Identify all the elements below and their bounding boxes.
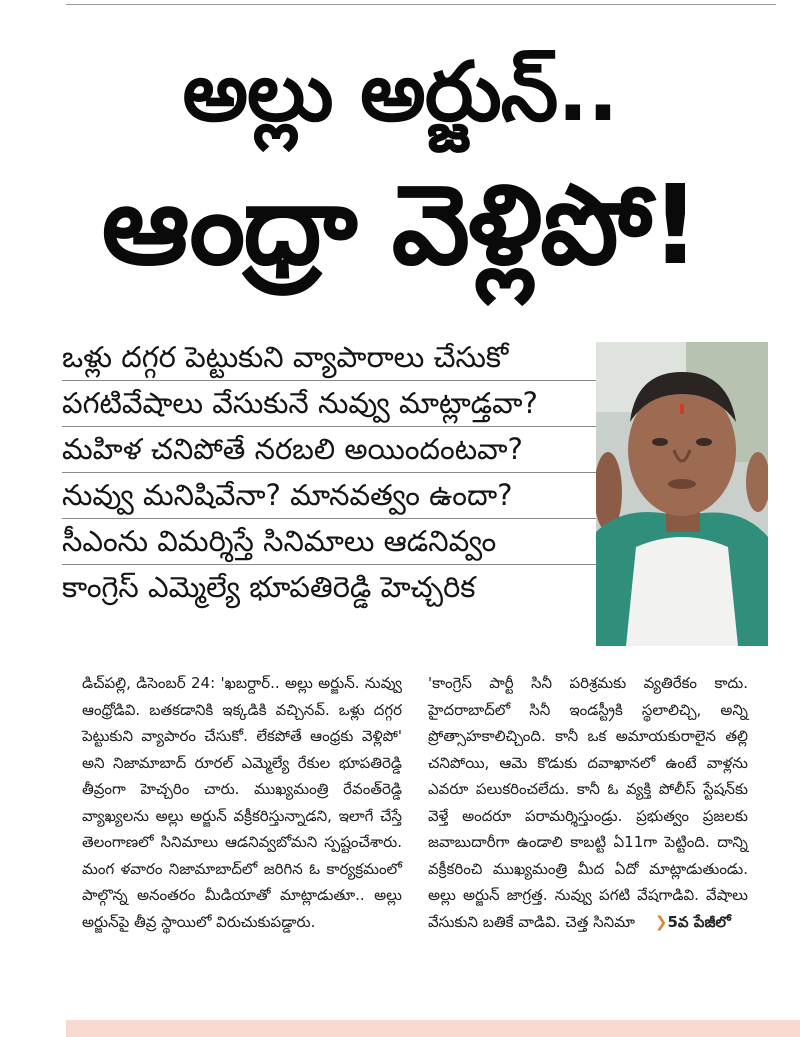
subheading: సీఎంను విమర్శిస్తే సినిమాలు ఆడనివ్వం [62, 519, 597, 565]
subheading: కాంగ్రెస్ ఎమ్మెల్యే భూపతిరెడ్డి హెచ్చరిక [62, 570, 476, 604]
article-column-left [82, 670, 402, 935]
article-column-right [428, 670, 748, 935]
subheading: మహిళ చనిపోతే నరబలి అయిందంటవా? [62, 427, 597, 473]
subheading: పగటివేషాలు వేసుకునే నువ్వు మాట్లాడ్తవా? [62, 381, 597, 427]
article-text: 'కాంగ్రెస్ పార్టీ సినీ పరిశ్రమకు వ్యతిరేకం కాదు. హైదరాబాద్‌లో సినీ ఇండస్ట్రీకి స్థలాలిచ్చి, అన్ని ప్రోత్సాహకాలిచ్చింది. కానీ ఒక అమాయకురాలైన తల్లి చనిపోయి, ఆమె కొడుకు దవాఖానలో ఉంటే వాళ్లను ఎవరూ పలుకరించలేదు. కానీ ఓ వ్యక్తి పోలీస్ స్టేషన్‌కు వెళ్తే అందరూ పరామర్శిస్తుండ్రు. ప్రభుత్వం ప్రజలకు జవాబుదారీగా ఉండాలి కాబట్టి ఏ11గా పెట్టింది. దాన్ని వక్రీకరించి ముఖ్యమంత్రి మీద ఏదో మాట్లాడుతుండు. అల్లు అర్జున్ జాగ్రత్త. నువ్వు పగటి వేషగాడివి. వేషాలు వేసుకుని బతికే వాడివి. చెత్త సినిమా [428, 674, 748, 931]
continued-on-page-link[interactable] [655, 913, 731, 931]
mla-photo [596, 342, 768, 646]
person-portrait-image [596, 342, 768, 646]
headline-line-1: అల్లు అర్జున్.. [182, 45, 618, 140]
headline-line-2: ఆంధ్రా వెళ్లిపో! [101, 161, 699, 289]
article-paragraph [428, 670, 748, 935]
continued-label: 5వ పేజీలో [667, 912, 731, 931]
subheadings [62, 335, 597, 610]
top-rule [66, 4, 776, 5]
subheading: ఒళ్లు దగ్గర పెట్టుకుని వ్యాపారాలు చేసుకో [62, 335, 597, 381]
continued-arrow-icon: ❯ [654, 912, 668, 931]
subheading: నువ్వు మనిషివేనా? మానవత్వం ఉందా? [62, 473, 597, 519]
bottom-color-band [66, 1020, 800, 1037]
article-paragraph: డిచ్‌పల్లి, డిసెంబర్ 24: 'ఖబర్దార్.. అల్లు అర్జున్. నువ్వు ఆంధ్రోడివి. బతకడానికి ఇక్కడికి వచ్చినవ్. ఒళ్లు దగ్గర పెట్టుకుని వ్యాపారం చేసుకో. లేకపోతే ఆంధ్రకు వెళ్లిపో' అని నిజామాబాద్ రూరల్ ఎమ్మెల్యే రేకుల భూపతిరెడ్డి తీవ్రంగా హెచ్చరిం చారు. ముఖ్యమంత్రి రేవంత్‌రెడ్డి వ్యాఖ్యలను అల్లు అర్జున్ వక్రీకరిస్తున్నాడని, ఇలాగే చేస్తే తెలంగాణలో సినిమాలు ఆడనివ్వబోమని స్పష్టంచేశారు. మంగ ళవారం నిజామాబాద్‌లో జరిగిన ఓ కార్యక్రమంలో పాల్గొన్న అనంతరం మీడియాతో మాట్లాడుతూ.. అల్లు అర్జున్‌పై తీవ్ర స్థాయిలో విరుచుకుపడ్డారు. [82, 674, 402, 931]
